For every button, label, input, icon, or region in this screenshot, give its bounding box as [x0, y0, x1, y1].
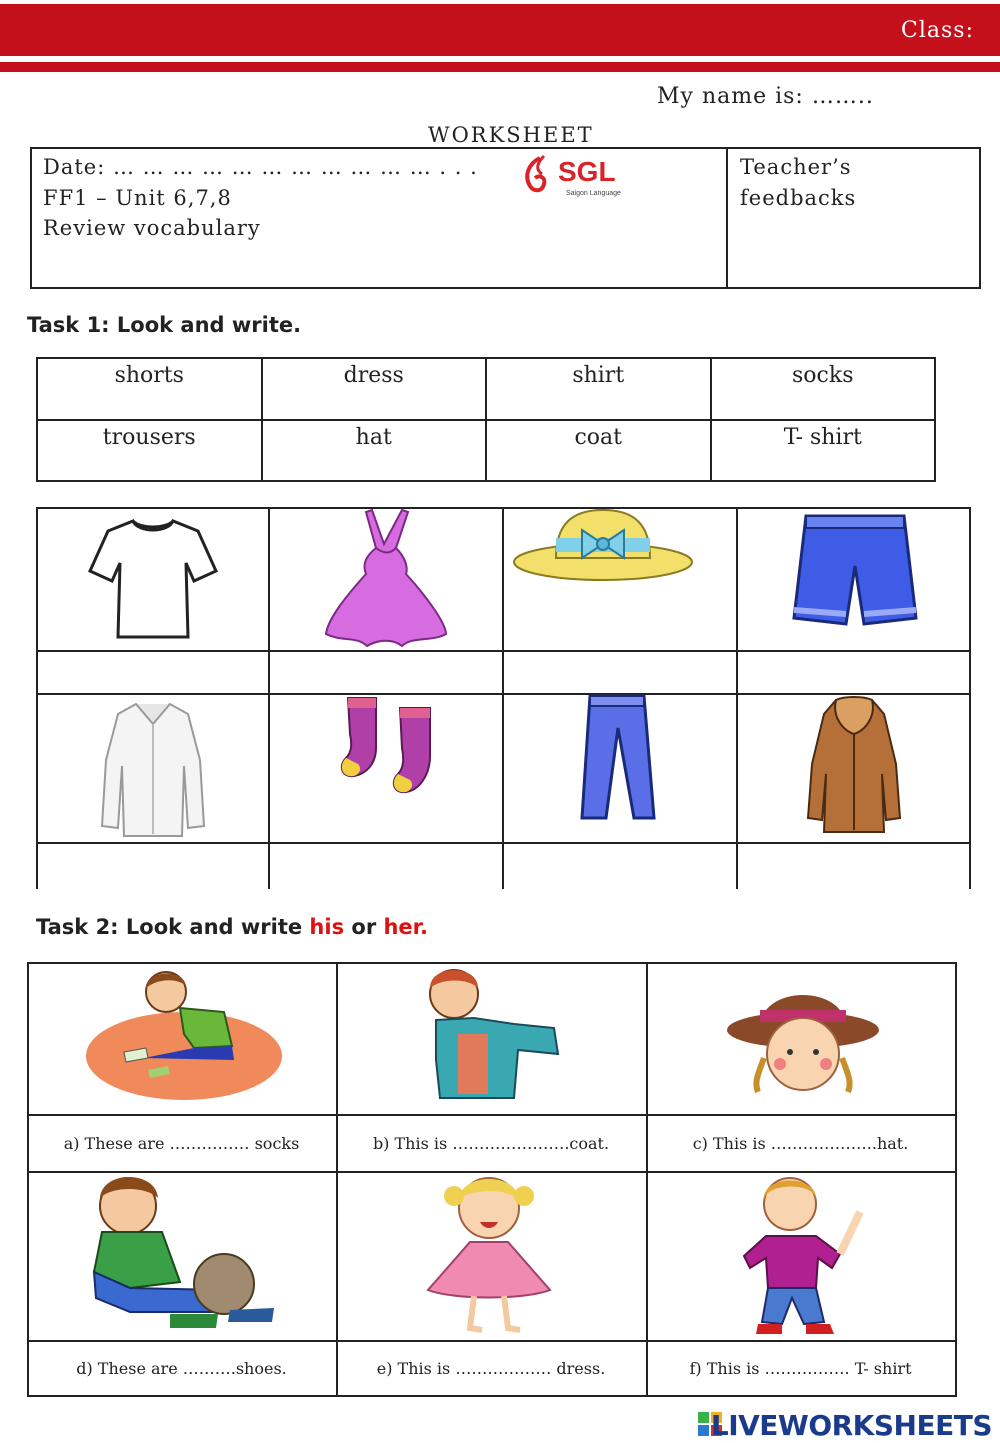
- boy-coat-picture: [414, 964, 564, 1102]
- liveworksheets-brand[interactable]: LIVEWORKSHEETS: [710, 1409, 992, 1442]
- boy-t-shirt-picture: [736, 1172, 870, 1338]
- answer-box-5[interactable]: [40, 846, 266, 888]
- header-bar: [0, 4, 1000, 56]
- answer-box-6[interactable]: [272, 846, 500, 888]
- sentence-d: d) These are ……….shoes.: [76, 1359, 287, 1378]
- name-label: My name is: ……..: [657, 84, 874, 109]
- task2-or: or: [344, 915, 384, 939]
- word-hat: hat: [262, 420, 487, 482]
- answer-box-8[interactable]: [740, 846, 967, 888]
- trousers-picture: [578, 694, 658, 822]
- sentence-a: a) These are …………… socks: [63, 1134, 300, 1153]
- task2-her: her.: [383, 915, 429, 939]
- task2-his: his: [309, 915, 345, 939]
- answer-box-3[interactable]: [506, 654, 734, 690]
- answer-box-2[interactable]: [272, 654, 500, 690]
- word-shorts: shorts: [37, 358, 262, 420]
- shorts-picture: [790, 514, 920, 626]
- sentence-e: e) This is ……………… dress.: [376, 1359, 606, 1378]
- unit-line: FF1 – Unit 6,7,8: [43, 186, 232, 210]
- boy-shoes-picture: [90, 1172, 278, 1332]
- feedback-label-2: feedbacks: [740, 186, 857, 210]
- sgl-logo: [522, 154, 632, 204]
- socks-picture: [340, 694, 436, 794]
- date-line: Date: … … … … … … … … … … … . . .: [43, 155, 478, 179]
- task2-title-prefix: Task 2: Look and write: [36, 915, 310, 939]
- logo-text: SGL: [558, 156, 616, 187]
- sentence-b: b) This is ………………….coat.: [372, 1134, 610, 1153]
- sentence-c: c) This is ………………..hat.: [692, 1134, 909, 1153]
- sentence-f: f) This is ……………. T- shirt: [689, 1359, 912, 1378]
- word-trousers: trousers: [37, 420, 262, 482]
- class-label: Class:: [901, 18, 974, 43]
- answer-box-4[interactable]: [740, 654, 967, 690]
- t-shirt-picture: [88, 515, 218, 643]
- shirt-picture: [98, 700, 208, 838]
- info-divider: [726, 147, 728, 289]
- task2-title: [36, 915, 428, 939]
- word-socks: socks: [711, 358, 936, 420]
- boy-socks-picture: [84, 964, 284, 1102]
- topic-line: Review vocabulary: [43, 216, 261, 240]
- logo-subtext: Saigon Language: [566, 190, 621, 197]
- word-dress: dress: [262, 358, 487, 420]
- word-coat: coat: [486, 420, 711, 482]
- word-t-shirt: T- shirt: [711, 420, 936, 482]
- word-shirt: shirt: [486, 358, 711, 420]
- answer-box-1[interactable]: [40, 654, 266, 690]
- task1-title: Task 1: Look and write.: [27, 313, 302, 337]
- answer-box-7[interactable]: [506, 846, 734, 888]
- dress-picture: [322, 508, 452, 648]
- header-rule: [0, 62, 1000, 72]
- feedback-label-1: Teacher’s: [740, 155, 852, 179]
- coat-picture: [806, 694, 902, 836]
- girl-hat-picture: [724, 974, 882, 1100]
- worksheet-title: WORKSHEET: [428, 123, 594, 147]
- hat-picture: [512, 508, 694, 588]
- girl-dress-picture: [424, 1172, 554, 1338]
- word-bank: [36, 357, 936, 482]
